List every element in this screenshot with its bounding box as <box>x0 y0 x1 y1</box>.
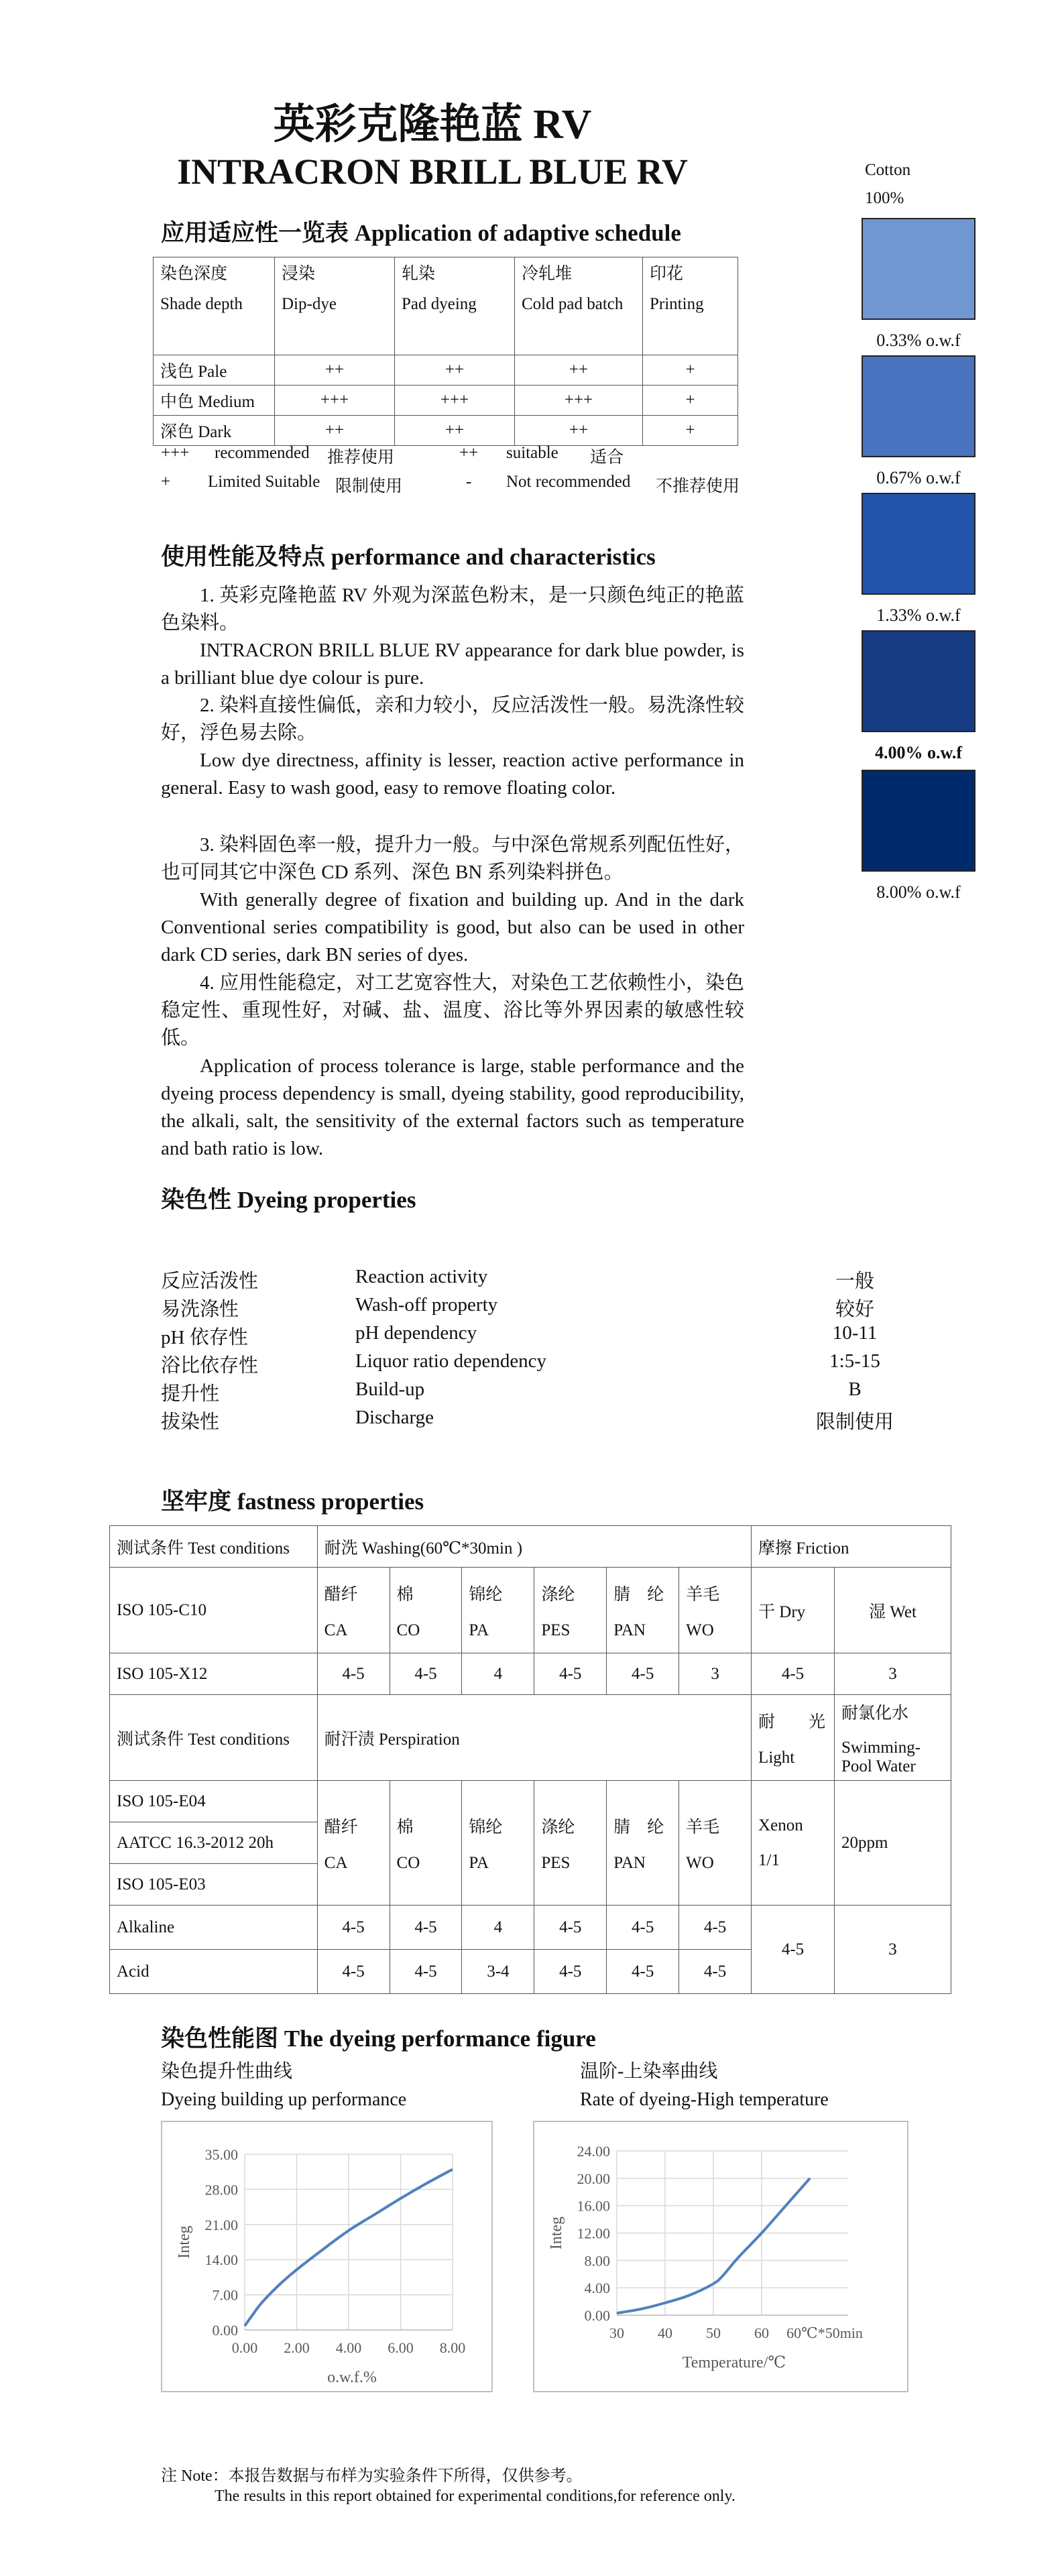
paragraph-2-en: Low dye directness, affinity is lesser, reaction active performance in general. Easy to wash good, easy to remove floating color. <box>161 750 744 799</box>
property-en: Discharge <box>355 1407 434 1428</box>
x-axis-label: Temperature/℃ <box>682 2354 786 2372</box>
washing-cell: 耐洗 Washing(60℃*30min ) <box>317 1526 751 1568</box>
note-en: The results in this report obtained for experimental conditions,for reference only. <box>215 2487 735 2505</box>
friction-cell: 摩擦 Friction <box>752 1526 951 1568</box>
fiber-cell: 锦纶 PA <box>462 1568 534 1653</box>
swatch-label: 0.67% o.w.f <box>876 468 961 487</box>
application-heading: 应用适应性一览表 Application of adaptive schedule <box>161 220 681 246</box>
swatch-label: 8.00% o.w.f <box>876 882 961 902</box>
color-swatch <box>862 218 976 320</box>
paragraph-1-en: INTRACRON BRILL BLUE RV appearance for dark blue powder, is a brilliant blue dye colour is pure. <box>161 640 744 689</box>
fiber-cell: 羊毛 WO <box>679 1568 752 1653</box>
paragraph-2-cn: 2. 染料直接性偏低，亲和力较小，反应活泼性一般。易洗涤性较好，浮色易去除。 <box>161 695 745 744</box>
dry-cell: 干 Dry <box>752 1568 835 1653</box>
x-extra-label: 60℃*50min <box>786 2325 863 2341</box>
y-tick-label: 20.00 <box>577 2170 610 2187</box>
value-cell: 4-5 <box>679 1906 752 1950</box>
value-cell: 4-5 <box>607 1906 679 1950</box>
fiber-cell: 锦纶 PA <box>462 1781 534 1906</box>
table-cell: ++ <box>515 416 643 446</box>
y-tick-label: 16.00 <box>577 2197 610 2215</box>
chart-rate-of-dyeing <box>533 2121 908 2392</box>
header-dip-dye: 浸染 Dip-dye <box>275 257 395 355</box>
x-tick-label: 60 <box>754 2325 769 2341</box>
y-tick-label: 12.00 <box>577 2225 610 2242</box>
property-value: 1:5-15 <box>829 1350 880 1372</box>
value-cell: 4-5 <box>534 1653 607 1695</box>
aatcc-cell: AATCC 16.3-2012 20h <box>110 1822 318 1864</box>
y-tick-label: 4.00 <box>584 2280 610 2297</box>
x-tick-label: 2.00 <box>284 2339 310 2356</box>
x-tick-label: 6.00 <box>388 2339 414 2356</box>
swatch-header-percent: 100% <box>865 189 904 207</box>
table-cell: ++ <box>395 416 515 446</box>
iso-c10-cell: ISO 105-C10 <box>110 1568 318 1653</box>
value-cell: 4-5 <box>679 1950 752 1994</box>
property-cn: 拔染性 <box>161 1411 220 1433</box>
x-tick-label: 0.00 <box>231 2339 258 2356</box>
value-cell: 3 <box>834 1653 951 1695</box>
table-cell: ++ <box>275 355 395 386</box>
value-cell: 4 <box>462 1653 534 1695</box>
table-cell: + <box>643 416 738 446</box>
y-axis-label: Integ <box>176 2225 193 2259</box>
row-label: 中色 Medium <box>154 386 275 416</box>
fiber-cell: 醋纤 CA <box>317 1781 390 1906</box>
xenon-cell: Xenon 1/1 <box>752 1781 835 1906</box>
swatch-header-fabric: Cotton <box>865 161 911 179</box>
chart2-title-cn: 温阶-上染率曲线 <box>580 2061 718 2082</box>
property-cn: 反应活泼性 <box>161 1271 259 1292</box>
color-swatch <box>862 770 976 872</box>
chart1-title-cn: 染色提升性曲线 <box>161 2061 293 2082</box>
y-tick-label: 0.00 <box>212 2322 238 2339</box>
paragraph-3-en: With generally degree of fixation and building up. And in the dark Conventional series compatibility is good, but also can be used in other dark CD series, dark BN series of dyes. <box>161 889 744 965</box>
chart1-title-en: Dyeing building up performance <box>161 2089 407 2110</box>
table-cell: +++ <box>275 386 395 416</box>
property-cn: 提升性 <box>161 1383 220 1405</box>
value-cell: 3 <box>679 1653 752 1695</box>
table-cell: ++ <box>275 416 395 446</box>
property-en: Build-up <box>355 1379 425 1400</box>
swatch-label: 1.33% o.w.f <box>876 605 961 625</box>
figure-heading: 染色性能图 The dyeing performance figure <box>161 2026 596 2052</box>
table-row <box>110 1906 951 1950</box>
y-tick-label: 35.00 <box>204 2146 238 2163</box>
page-title-cn: 英彩克隆艳蓝 RV <box>273 102 592 148</box>
value-cell: 4-5 <box>607 1950 679 1994</box>
paragraph-4-en: Application of process tolerance is large, stable performance and the dyeing process dependency is small, dyeing stability, good reproducibility, the alkali, salt, the sensitivity of the external factors such as temperature and bath ratio is low. <box>161 1055 744 1159</box>
value-cell: 4-5 <box>534 1906 607 1950</box>
note-cn: 注 Note：本报告数据与布样为实验条件下所得，仅供参考。 <box>161 2467 583 2485</box>
table-row <box>154 386 738 416</box>
table-cell: + <box>643 355 738 386</box>
fiber-cell: 腈 纶 PAN <box>607 1568 679 1653</box>
x-tick-label: 8.00 <box>439 2339 466 2356</box>
fiber-cell: 棉 CO <box>390 1781 462 1906</box>
fiber-cell: 羊毛 WO <box>679 1781 752 1906</box>
application-table <box>153 257 738 446</box>
paragraph-4-cn: 4. 应用性能稳定，对工艺宽容性大，对染色工艺依赖性小，染色稳定性、重现性好，对碱、盐、温度、浴比等外界因素的敏感性较低。 <box>161 972 745 1049</box>
fiber-cell: 醋纤 CA <box>317 1568 390 1653</box>
property-en: pH dependency <box>355 1322 477 1344</box>
value-cell: 3-4 <box>462 1950 534 1994</box>
value-cell: 4-5 <box>317 1950 390 1994</box>
acid-label: Acid <box>110 1950 318 1994</box>
y-tick-label: 0.00 <box>584 2307 610 2324</box>
property-value: B <box>848 1379 862 1400</box>
list-item <box>161 1350 905 1379</box>
paragraph-3-cn: 3. 染料固色率一般，提升力一般。与中深色常规系列配伍性好，也可同其它中深色 CD 系列、深色 BN 系列染料拼色。 <box>161 834 745 883</box>
iso-e04-cell: ISO 105-E04 <box>110 1781 318 1822</box>
value-cell: 4-5 <box>317 1653 390 1695</box>
value-cell: 4-5 <box>390 1950 462 1994</box>
header-printing: 印花 Printing <box>643 257 738 355</box>
row-label: 深色 Dark <box>154 416 275 446</box>
table-cell: ++ <box>395 355 515 386</box>
value-cell: 4-5 <box>752 1653 835 1695</box>
table-cell: + <box>643 386 738 416</box>
table-row <box>110 1568 951 1653</box>
color-swatch <box>862 630 976 732</box>
property-cn: 易洗涤性 <box>161 1299 239 1320</box>
test-conditions-cell: 测试条件 Test conditions <box>110 1526 318 1568</box>
legend-row-2: + Limited Suitable 限制使用 - Not recommended 不推荐使用 <box>161 473 740 495</box>
perspiration-cell: 耐汗渍 Perspiration <box>317 1695 751 1781</box>
row-label: 浅色 Pale <box>154 355 275 386</box>
y-tick-label: 14.00 <box>204 2251 238 2269</box>
chart2-title-en: Rate of dyeing-High temperature <box>580 2089 829 2110</box>
value-cell: 4-5 <box>607 1653 679 1695</box>
dyeing-heading: 染色性 Dyeing properties <box>161 1187 416 1213</box>
fiber-cell: 棉 CO <box>390 1568 462 1653</box>
list-item <box>161 1294 905 1322</box>
application-header-row <box>154 257 738 355</box>
table-row <box>110 1653 951 1695</box>
x-tick-label: 50 <box>706 2325 721 2341</box>
property-cn: pH 依存性 <box>161 1327 248 1348</box>
ppm-cell: 20ppm <box>834 1781 951 1906</box>
value-cell: 4-5 <box>390 1906 462 1950</box>
property-en: Wash-off property <box>355 1294 498 1315</box>
x-tick-label: 4.00 <box>335 2339 362 2356</box>
header-pad-dyeing: 轧染 Pad dyeing <box>395 257 515 355</box>
x-tick-label: 30 <box>609 2325 624 2341</box>
x-tick-label: 40 <box>658 2325 672 2341</box>
fastness-heading: 坚牢度 fastness properties <box>161 1488 424 1515</box>
value-cell: 4 <box>462 1906 534 1950</box>
fiber-cell: 腈 纶 PAN <box>607 1781 679 1906</box>
y-tick-label: 24.00 <box>577 2143 610 2160</box>
light-cell: 耐 光 Light <box>752 1695 835 1781</box>
iso-e03-cell: ISO 105-E03 <box>110 1864 318 1906</box>
color-swatch <box>862 355 976 457</box>
table-row <box>110 1695 951 1781</box>
chlorine-cell: 耐氯化水 Swimming-Pool Water <box>834 1695 951 1781</box>
legend-row-1: +++ recommended 推荐使用 ++ suitable 适合 <box>161 444 624 467</box>
wet-cell: 湿 Wet <box>834 1568 951 1653</box>
list-item <box>161 1322 905 1350</box>
table-cell: ++ <box>515 355 643 386</box>
chart-building-up <box>161 2121 493 2392</box>
test-conditions-cell: 测试条件 Test conditions <box>110 1695 318 1781</box>
y-tick-label: 7.00 <box>212 2286 238 2304</box>
x-axis-label: o.w.f.% <box>327 2369 377 2386</box>
table-row <box>110 1526 951 1568</box>
list-item <box>161 1266 905 1294</box>
property-value: 较好 <box>835 1299 874 1320</box>
property-value: 一般 <box>835 1271 874 1292</box>
fastness-table <box>109 1525 951 1994</box>
color-swatch <box>862 493 976 595</box>
swatch-label: 0.33% o.w.f <box>876 331 961 350</box>
header-cold-pad-batch: 冷轧堆 Cold pad batch <box>515 257 643 355</box>
fiber-cell: 涤纶 PES <box>534 1568 607 1653</box>
iso-x12-cell: ISO 105-X12 <box>110 1653 318 1695</box>
performance-heading: 使用性能及特点 performance and characteristics <box>161 544 656 570</box>
table-row <box>154 416 738 446</box>
chlorine-value-cell: 3 <box>834 1906 951 1994</box>
value-cell: 4-5 <box>390 1653 462 1695</box>
y-axis-label: Integ <box>548 2216 565 2250</box>
alkaline-label: Alkaline <box>110 1906 318 1950</box>
y-tick-label: 21.00 <box>204 2216 238 2233</box>
list-item <box>161 1379 905 1407</box>
y-tick-label: 28.00 <box>204 2181 238 2199</box>
property-value: 10-11 <box>832 1322 878 1344</box>
list-item <box>161 1407 905 1435</box>
property-en: Reaction activity <box>355 1266 488 1287</box>
header-shade-depth: 染色深度 Shade depth <box>154 257 275 355</box>
property-cn: 浴比依存性 <box>161 1355 259 1377</box>
table-cell: +++ <box>395 386 515 416</box>
property-en: Liquor ratio dependency <box>355 1350 547 1372</box>
swatch-label: 4.00% o.w.f <box>875 743 962 762</box>
value-cell: 4-5 <box>317 1906 390 1950</box>
property-value: 限制使用 <box>815 1411 894 1433</box>
value-cell: 4-5 <box>534 1950 607 1994</box>
paragraph-1-cn: 1. 英彩克隆艳蓝 RV 外观为深蓝色粉末，是一只颜色纯正的艳蓝色染料。 <box>161 585 744 634</box>
table-cell: +++ <box>515 386 643 416</box>
fiber-cell: 涤纶 PES <box>534 1781 607 1906</box>
table-row <box>154 355 738 386</box>
table-row <box>110 1781 951 1822</box>
page-title-en: INTRACRON BRILL BLUE RV <box>177 152 688 192</box>
light-value-cell: 4-5 <box>752 1906 835 1994</box>
y-tick-label: 8.00 <box>584 2252 610 2270</box>
